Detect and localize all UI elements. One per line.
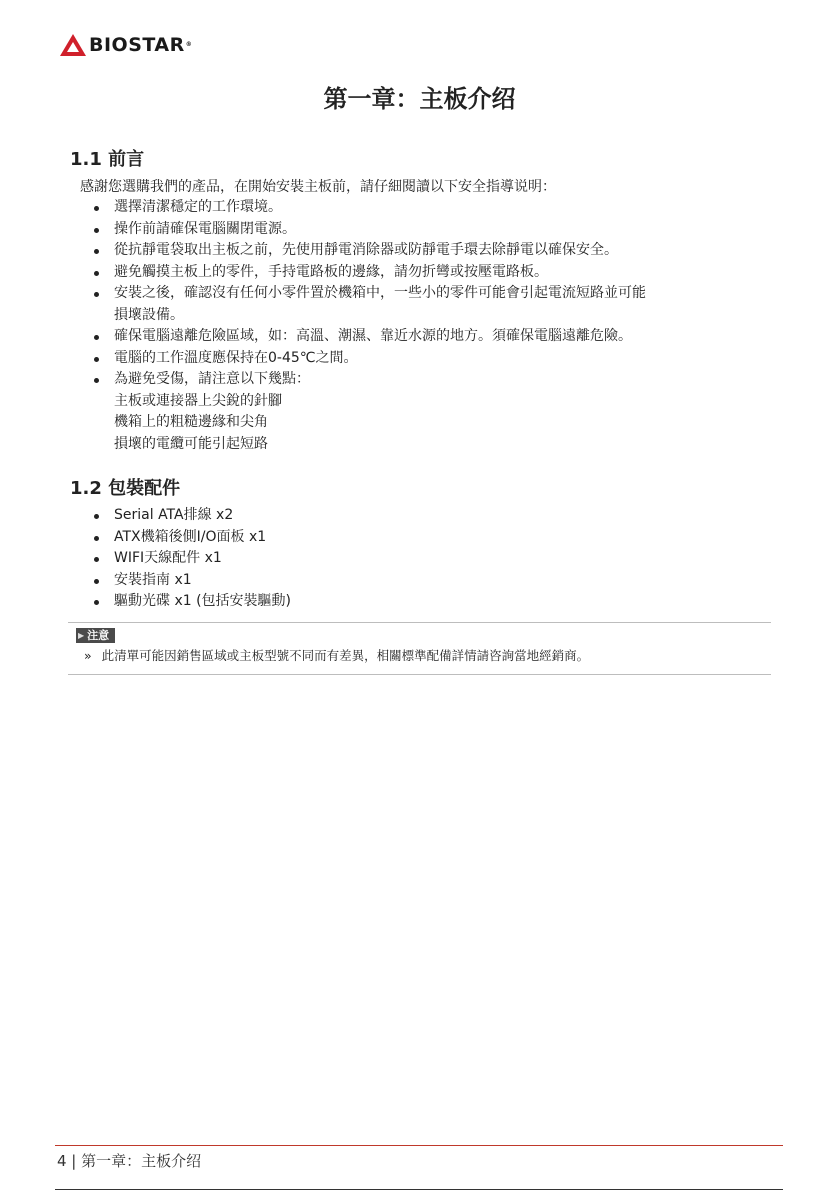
list-item: WIFI天線配件 x1: [94, 548, 779, 570]
package-list: [70, 505, 779, 613]
footer-bottom-rule: [55, 1189, 783, 1190]
list-item: [94, 369, 779, 455]
biostar-triangle-icon: [60, 34, 86, 56]
section-heading: 1.2 包裝配件: [70, 478, 181, 499]
safety-list: [70, 197, 779, 455]
list-item: 安裝指南 x1: [94, 570, 779, 592]
double-chevron-icon: »: [84, 648, 92, 663]
list-item: 電腦的工作溫度應保持在0-45℃之間。: [94, 348, 779, 370]
biostar-logo: [60, 33, 192, 57]
list-item: 避免觸摸主板上的零件，手持電路板的邊緣，請勿折彎或按壓電路板。: [94, 262, 779, 284]
list-item: 操作前請確保電腦關閉電源。: [94, 219, 779, 241]
note-text: » 此清單可能因銷售區域或主板型號不同而有差異，相關標準配備詳情請咨詢當地經銷商。: [84, 648, 590, 663]
list-item: 從抗靜電袋取出主板之前，先使用靜電消除器或防靜電手環去除靜電以確保安全。: [94, 240, 779, 262]
note-label: ▶ 注意: [76, 628, 115, 643]
sub-item: 主板或連接器上尖銳的針腳: [114, 392, 282, 409]
list-item: 選擇清潔穩定的工作環境。: [94, 197, 779, 219]
intro-text: 感謝您選購我們的產品，在開始安裝主板前，請仔細閱讀以下安全指導说明：: [80, 179, 556, 195]
note-box: [68, 622, 771, 675]
list-item-line: 安裝之後，確認沒有任何小零件置於機箱中，一些小的零件可能會引起電流短路並可能: [114, 285, 646, 301]
list-item-line: 損壞設備。: [114, 306, 184, 323]
section-preface: [70, 147, 779, 455]
list-item: 確保電腦遠離危險區域，如：高溫、潮濕、靠近水源的地方。須確保電腦遠離危險。: [94, 326, 779, 348]
list-item-line: 為避免受傷，請注意以下幾點：: [114, 371, 310, 387]
list-item: [94, 283, 779, 326]
list-item: Serial ATA排線 x2: [94, 505, 779, 527]
triangle-right-icon: ▶: [78, 631, 85, 640]
chapter-title: 第一章：主板介绍: [323, 85, 516, 113]
section-package-contents: [70, 476, 779, 613]
page-footer: 4 | 第一章：主板介绍: [57, 1152, 202, 1170]
logo-wordmark: BIOSTAR®: [89, 34, 193, 56]
sub-item: 損壞的電纜可能引起短路: [114, 435, 268, 452]
list-item: ATX機箱後側I/O面板 x1: [94, 527, 779, 549]
list-item: 驅動光碟 x1 (包括安裝驅動): [94, 591, 779, 613]
section-heading: 1.1 前言: [70, 149, 145, 170]
sub-item: 機箱上的粗糙邊緣和尖角: [114, 414, 268, 430]
footer-divider: [55, 1145, 783, 1146]
